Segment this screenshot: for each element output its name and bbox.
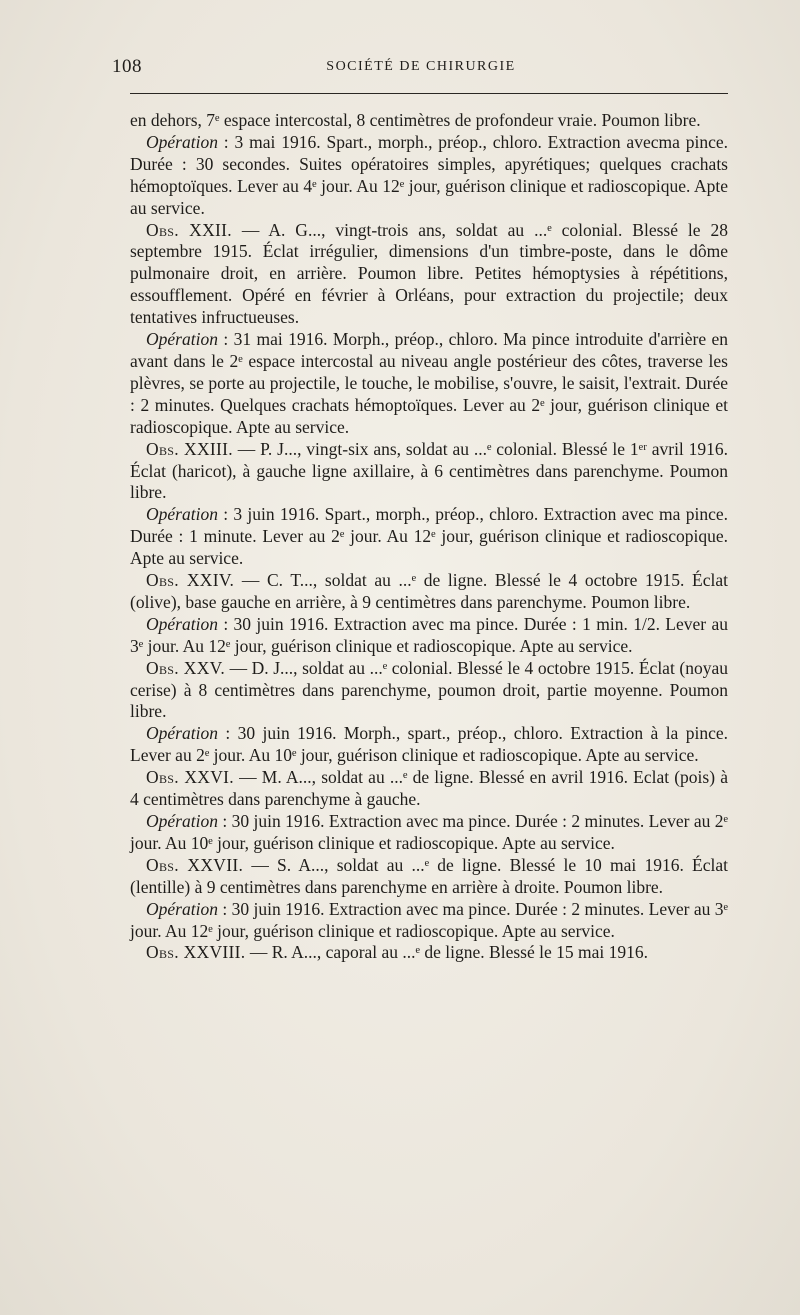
observation-paragraph [130,658,728,724]
observation-paragraph [130,767,728,811]
page-header [112,56,730,80]
observation-paragraph [130,855,728,899]
observation-label: Obs. XXIII. [146,438,233,459]
paragraph-text: : 30 juin 1916. Extraction avec ma pince. Durée : 1 min. 1/2. Lever au 3ᵉ jour. Au 12ᵉ jour, guérison clinique et radioscopique. Apte au service. [130,613,728,656]
paragraph-text: : 3 juin 1916. Spart., morph., préop., chloro. Extraction avec ma pince. Durée : 1 minute. Lever au 2ᵉ jour. Au 12ᵉ jour, guérison clinique et radioscopique. Apte au service. [130,504,728,569]
paragraph-lead: Opération [146,613,218,634]
paragraph-text: — A. G..., vingt-trois ans, soldat au ...ᵉ colonial. Blessé le 28 septembre 1915. Éclat irrégulier, dimensions d'un timbre-poste, dans le dôme pulmonaire droit, en arrière. Poumon libre. Petites hémoptysies à répétitions, essoufflement. Opéré en février à Orléans, pour extraction du projectile; deux tentatives infructueuses. [130,219,728,328]
paragraph-lead: Opération [146,329,218,350]
operation-paragraph [130,504,728,570]
operation-paragraph [130,132,728,220]
observation-label: Obs. XXIV. [146,570,235,591]
observation-label: Obs. XXVIII. [146,942,246,963]
operation-paragraph [130,899,728,943]
paragraph-text: : 30 juin 1916. Morph., spart., préop., chloro. Extraction à la pince. Lever au 2ᵉ jour. Au 10ᵉ jour, guérison clinique et radioscopique. Apte au service. [130,723,728,766]
observation-paragraph [130,439,728,505]
paragraph-lead: Opération [146,131,218,152]
observation-label: Obs. XXVI. [146,767,234,788]
paragraph-text: — R. A..., caporal au ...ᵉ de ligne. Blessé le 15 mai 1916. [245,942,648,963]
paragraph-lead: Opération [146,723,218,744]
observation-paragraph [130,570,728,614]
running-head: SOCIÉTÉ DE CHIRURGIE [326,59,516,74]
paragraph-text: : 31 mai 1916. Morph., préop., chloro. Ma pince introduite d'arrière en avant dans le 2ᵉ espace intercostal au niveau angle postérieur des côtes, traverse les plèvres, se porte au projectile, le touche, le mobilise, s'ouvre, le saisit, l'extrait. Durée : 2 minutes. Quelques crachats hémoptoïques. Lever au 2ᵉ jour, guérison clinique et radioscopique. Apte au service. [130,329,728,437]
header-rule [130,93,728,94]
paragraph-text: — D. J..., soldat au ...ᵉ colonial. Blessé le 4 octobre 1915. Éclat (noyau cerise) à 8 centimètres dans parenchyme, poumon droit, partie moyenne. Poumon libre. [130,657,728,722]
observation-label: Obs. XXV. [146,657,225,678]
operation-paragraph [130,723,728,767]
paragraph-lead: Opération [146,898,218,919]
paragraph-text: — S. A..., soldat au ...ᵉ de ligne. Blessé le 10 mai 1916. Éclat (lentille) à 9 centimètres dans parenchyme en arrière à droite. Poumon libre. [130,854,728,897]
paragraph-lead: Opération [146,811,218,831]
paragraph-text: — P. J..., vingt-six ans, soldat au ...ᵉ colonial. Blessé le 1ᵉʳ avril 1916. Éclat (haricot), à gauche ligne axillaire, à 6 centimètres dans parenchyme. Poumon libre. [130,438,729,503]
operation-paragraph [130,811,728,855]
observation-label: Obs. XXVII. [146,854,244,875]
paragraph-text: : 30 juin 1916. Extraction avec ma pince. Durée : 2 minutes. Lever au 3ᵉ jour. Au 12ᵉ jour, guérison clinique et radioscopique. Apte au service. [130,898,728,941]
operation-paragraph [130,614,728,658]
page-number: 108 [112,56,142,77]
paragraph-text: — C. T..., soldat au ...ᵉ de ligne. Blessé le 4 octobre 1915. Éclat (olive), base gauche en arrière, à 9 centimètres dans parenchyme. Poumon libre. [130,570,728,612]
paragraph-text: : 3 mai 1916. Spart., morph., préop., chloro. Extraction avecma pince. Durée : 30 secondes. Suites opératoires simples, apyrétiques; quelques crachats hémoptoïques. Lever au 4ᵉ jour. Au 12ᵉ jour, guérison clinique et radioscopique. Apte au service. [130,131,728,218]
paragraph-text: : 30 juin 1916. Extraction avec ma pince. Durée : 2 minutes. Lever au 2ᵉ jour. Au 10ᵉ jour, guérison clinique et radioscopique. Apte au service. [130,811,728,853]
body-text [130,110,728,964]
observation-paragraph [130,220,728,330]
observation-paragraph [130,942,728,964]
observation-label: Obs. XXII. [146,219,232,240]
operation-paragraph [130,329,728,439]
paragraph-text: — M. A..., soldat au ...ᵉ de ligne. Blessé en avril 1916. Eclat (pois) à 4 centimètres dans parenchyme à gauche. [130,767,728,810]
body-paragraph [130,110,728,132]
paragraph-lead: Opération [146,504,218,525]
paragraph-text: en dehors, 7ᵉ espace intercostal, 8 centimètres de profondeur vraie. Poumon libre. [130,110,701,130]
